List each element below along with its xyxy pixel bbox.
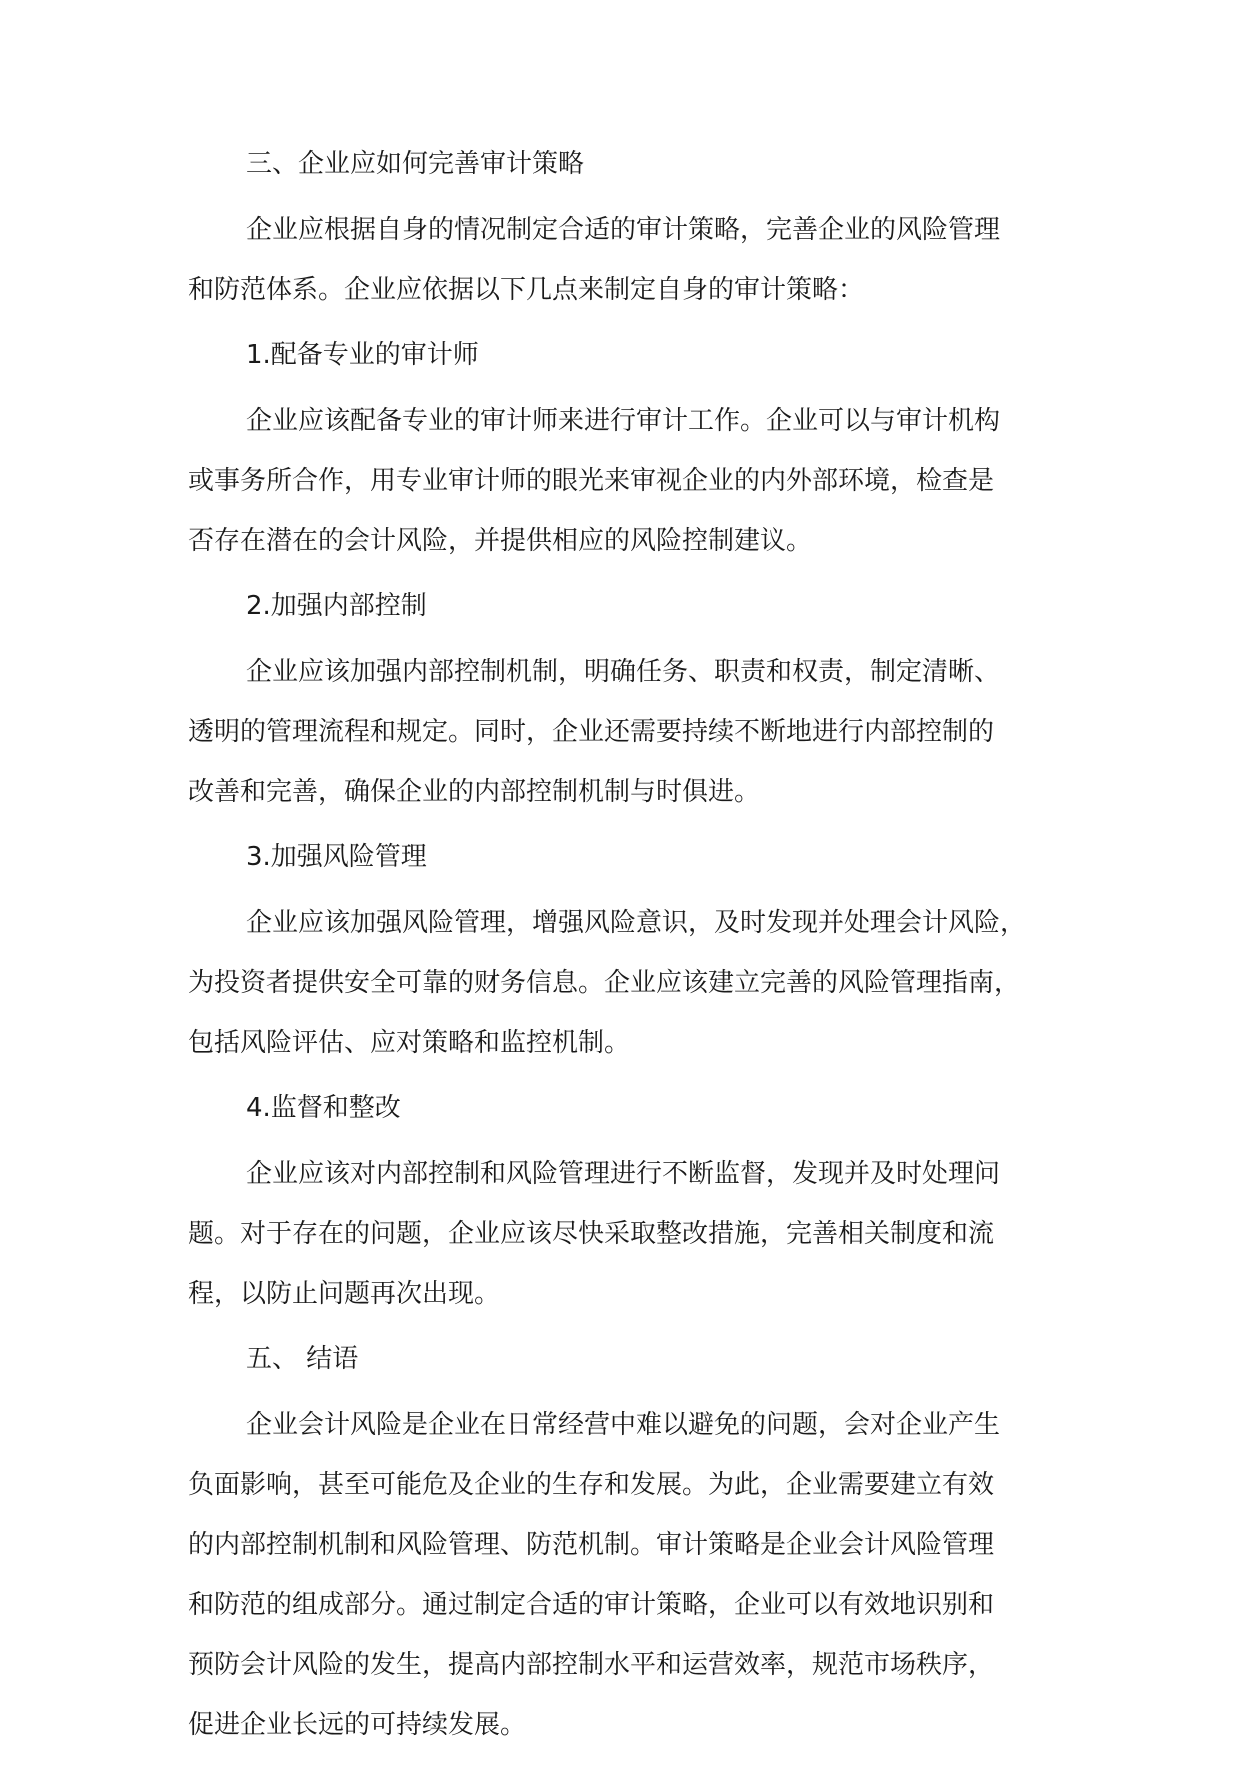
intro-paragraph	[188, 214, 1088, 306]
paragraph-line: 预防会计风险的发生，提高内部控制水平和运营效率，规范市场秩序，	[188, 1650, 995, 1680]
paragraph-line: 企业应该配备专业的审计师来进行审计工作。企业可以与审计机构	[246, 406, 1001, 436]
paragraph-line: 促进企业长远的可持续发展。	[188, 1710, 527, 1740]
item-paragraph-risk-management	[188, 907, 1088, 1059]
conclusion-paragraph	[188, 1409, 1088, 1741]
paragraph-line: 企业应该加强风险管理，增强风险意识，及时发现并处理会计风险，	[246, 908, 1027, 938]
item-heading-internal-control: 2.加强内部控制	[246, 591, 427, 621]
paragraph-line: 包括风险评估、应对策略和监控机制。	[188, 1028, 631, 1058]
paragraph-line: 的内部控制机制和风险管理、防范机制。审计策略是企业会计风险管理	[188, 1530, 995, 1560]
item-paragraph-auditor	[188, 405, 1088, 557]
paragraph-line: 程，以防止问题再次出现。	[188, 1279, 501, 1309]
paragraph-line: 企业应根据自身的情况制定合适的审计策略，完善企业的风险管理	[246, 215, 1001, 245]
item-paragraph-supervision	[188, 1158, 1088, 1310]
paragraph-line: 改善和完善，确保企业的内部控制机制与时俱进。	[188, 777, 761, 807]
item-heading-auditor: 1.配备专业的审计师	[246, 340, 479, 370]
paragraph-line: 透明的管理流程和规定。同时，企业还需要持续不断地进行内部控制的	[188, 717, 995, 747]
item-heading-risk-management: 3.加强风险管理	[246, 842, 427, 872]
paragraph-line: 企业应该加强内部控制机制，明确任务、职责和权责，制定清晰、	[246, 657, 1001, 687]
paragraph-line: 为投资者提供安全可靠的财务信息。企业应该建立完善的风险管理指南，	[188, 968, 1021, 998]
paragraph-line: 和防范体系。企业应依据以下几点来制定自身的审计策略：	[188, 275, 865, 305]
paragraph-line: 和防范的组成部分。通过制定合适的审计策略，企业可以有效地识别和	[188, 1590, 995, 1620]
paragraph-line: 或事务所合作，用专业审计师的眼光来审视企业的内外部环境，检查是	[188, 466, 995, 496]
paragraph-line: 否存在潜在的会计风险，并提供相应的风险控制建议。	[188, 526, 813, 556]
paragraph-line: 题。对于存在的问题，企业应该尽快采取整改措施，完善相关制度和流	[188, 1219, 995, 1249]
paragraph-line: 企业应该对内部控制和风险管理进行不断监督，发现并及时处理问	[246, 1159, 1001, 1189]
paragraph-line: 负面影响，甚至可能危及企业的生存和发展。为此，企业需要建立有效	[188, 1470, 995, 1500]
paragraph-line: 企业会计风险是企业在日常经营中难以避免的问题，会对企业产生	[246, 1410, 1001, 1440]
item-paragraph-internal-control	[188, 656, 1088, 808]
item-heading-supervision: 4.监督和整改	[246, 1093, 401, 1123]
section-heading-audit-strategy: 三、企业应如何完善审计策略	[246, 149, 585, 179]
section-heading-conclusion: 五、 结语	[246, 1344, 359, 1374]
document-page	[188, 148, 1088, 1774]
